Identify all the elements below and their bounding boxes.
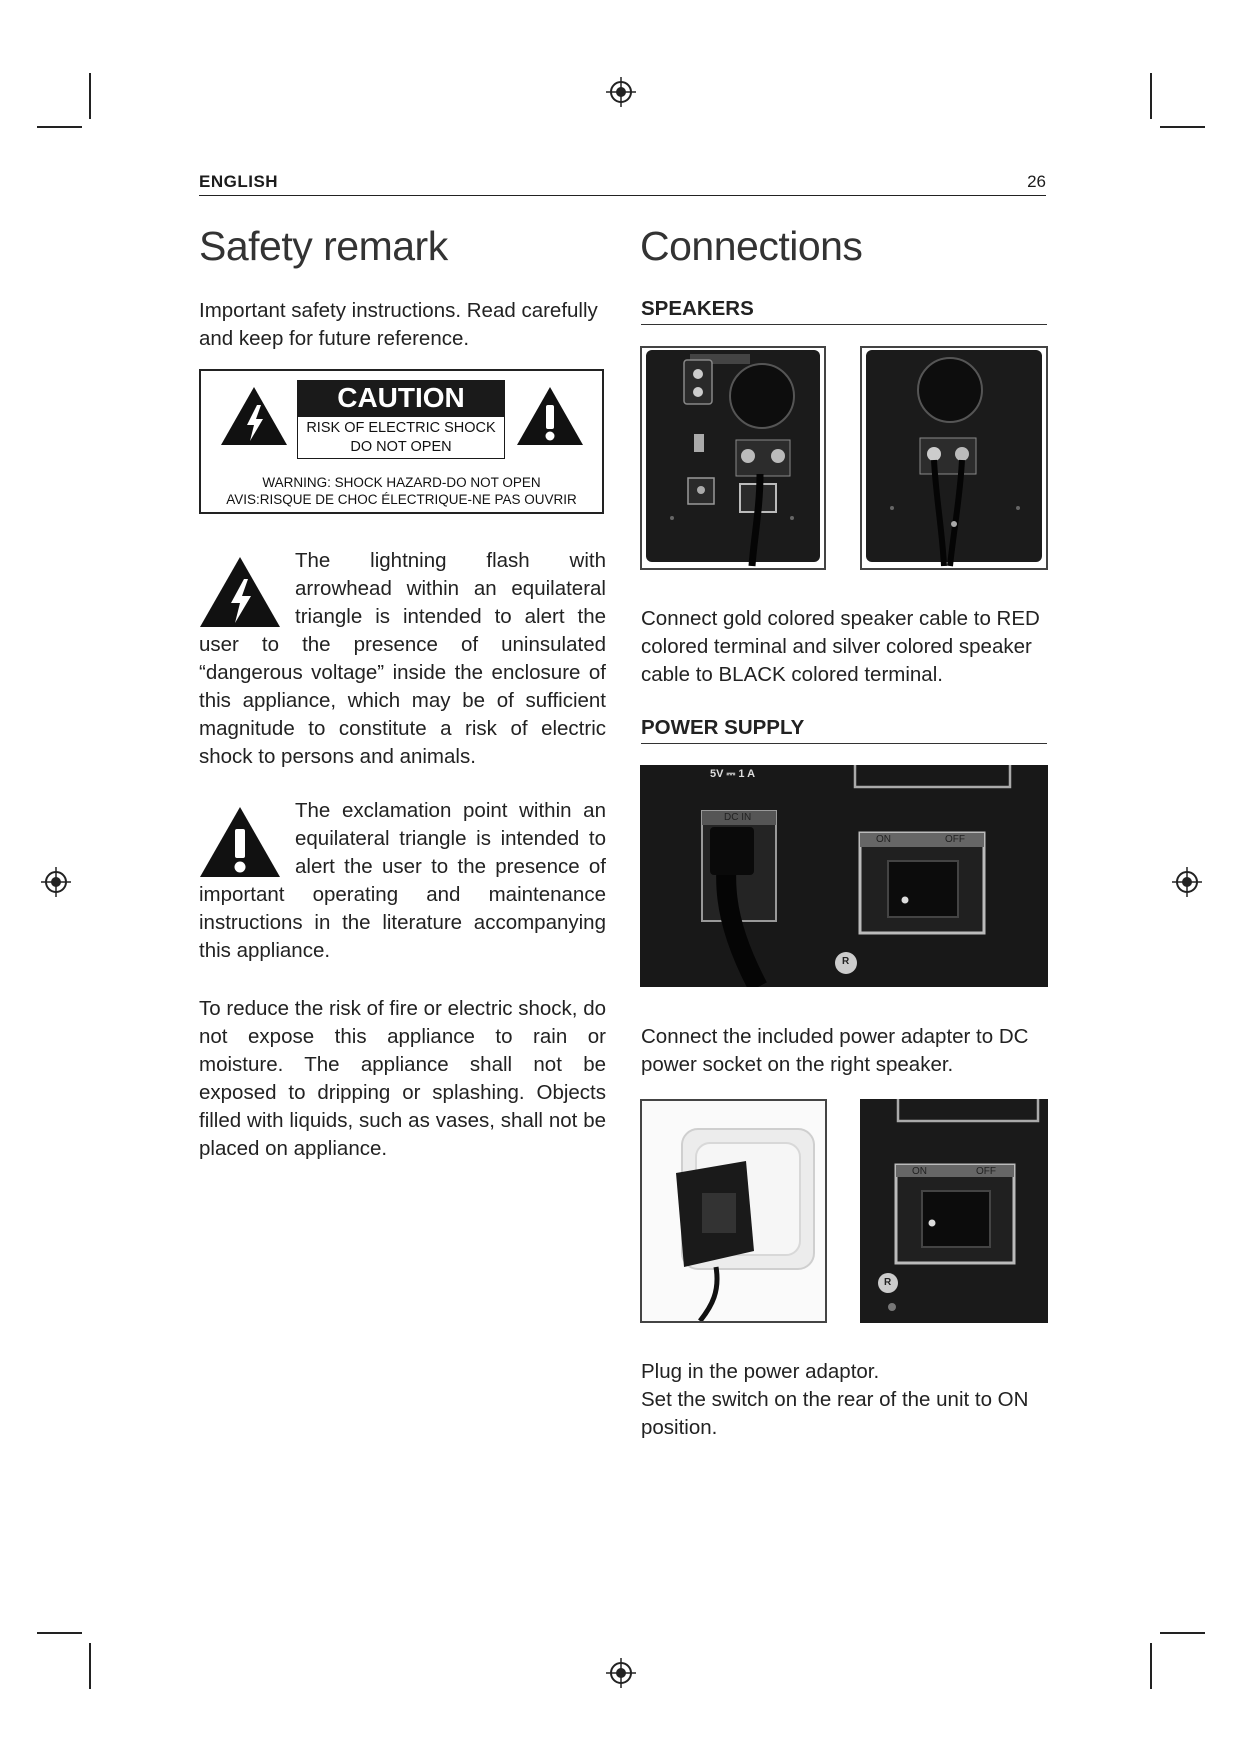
power-supply-heading: POWER SUPPLY [641,716,1047,744]
speaker-rear-drawing [642,348,824,568]
exclamation-warning-icon [515,385,585,447]
crop-mark [89,1643,91,1689]
power-switch-photo [860,1099,1048,1323]
exclamation-text: The exclamation point within an equilateral triangle is intended to alert the user to the presence of important operating and maintenance instructions in the literature accompanying this appliance. [199,799,606,962]
off-label: OFF [945,834,965,845]
plug-in-text: Plug in the power adaptor. [641,1360,880,1383]
registration-mark-icon [1172,867,1202,897]
speakers-text: Connect gold colored speaker cable to RED colored terminal and silver colored speaker cable to BLACK colored terminal. [641,607,1040,686]
crop-mark [1150,1643,1152,1689]
power-steps [641,1358,1048,1442]
switch-on-text: Set the switch on the rear of the unit to ON position. [641,1388,1029,1439]
lightning-warning-icon [219,385,289,447]
caution-risk-line1: RISK OF ELECTRIC SHOCK [306,420,496,436]
safety-remark-title: Safety remark [199,223,448,269]
dc-in-label: DC IN [724,812,752,823]
adaptor-drawing [642,1101,825,1321]
voltage-label: 5V ⎓ 1 A [710,768,756,780]
speaker-rear-photo-left [640,346,826,570]
page-header [199,170,1046,196]
exclamation-paragraph [199,797,606,965]
speaker-rear-drawing [862,348,1046,568]
crop-mark [1150,73,1152,119]
switch-off-label: OFF [976,1166,996,1177]
crop-mark [1160,1632,1205,1634]
registration-mark-icon [41,867,71,897]
page-number: 26 [1027,172,1046,191]
switch-r-mark-label: R [884,1277,892,1288]
crop-mark [89,73,91,119]
on-label: ON [876,834,891,845]
switch-panel-drawing [860,1099,1048,1323]
crop-mark [1160,126,1205,128]
speakers-heading: SPEAKERS [641,297,1047,325]
caution-title: CAUTION [297,380,505,416]
caution-warning-en: WARNING: SHOCK HAZARD-DO NOT OPEN [262,475,541,490]
power-adaptor-photo [640,1099,827,1323]
connections-title: Connections [640,223,863,269]
fire-warning-text: To reduce the risk of fire or electric shock, do not expose this appliance to rain or moisture. The appliance shall not be exposed to dripping or splashing. Objects filled with liquids, such as vases, shall not be placed on appliance. [199,997,606,1160]
power-socket-photo [640,765,1048,987]
switch-on-label: ON [912,1166,927,1177]
r-mark-label: R [842,956,850,967]
crop-mark [37,1632,82,1634]
caution-warning-fr: AVIS:RISQUE DE CHOC ÉLECTRIQUE-NE PAS OUVRIR [226,492,577,507]
registration-mark-icon [606,77,636,107]
speaker-rear-photo-right [860,346,1048,570]
lightning-paragraph [199,547,606,771]
caution-label [199,369,604,514]
caution-warning [201,474,602,508]
safety-intro: Important safety instructions. Read carefully and keep for future reference. [199,299,598,350]
caution-risk-line2: DO NOT OPEN [350,439,452,455]
power-supply-text: Connect the included power adapter to DC power socket on the right speaker. [641,1025,1029,1076]
caution-risk [297,416,505,459]
registration-mark-icon [606,1658,636,1688]
crop-mark [37,126,82,128]
power-panel-drawing [640,765,1048,987]
lightning-text: The lightning flash with arrowhead within an equilateral triangle is intended to alert the user to the presence of uninsulated “dangerous voltage” inside the enclosure of this appliance, which may be of sufficient magnitude to constitute a risk of electric shock to persons and animals. [199,549,606,768]
language-label: ENGLISH [199,172,279,191]
